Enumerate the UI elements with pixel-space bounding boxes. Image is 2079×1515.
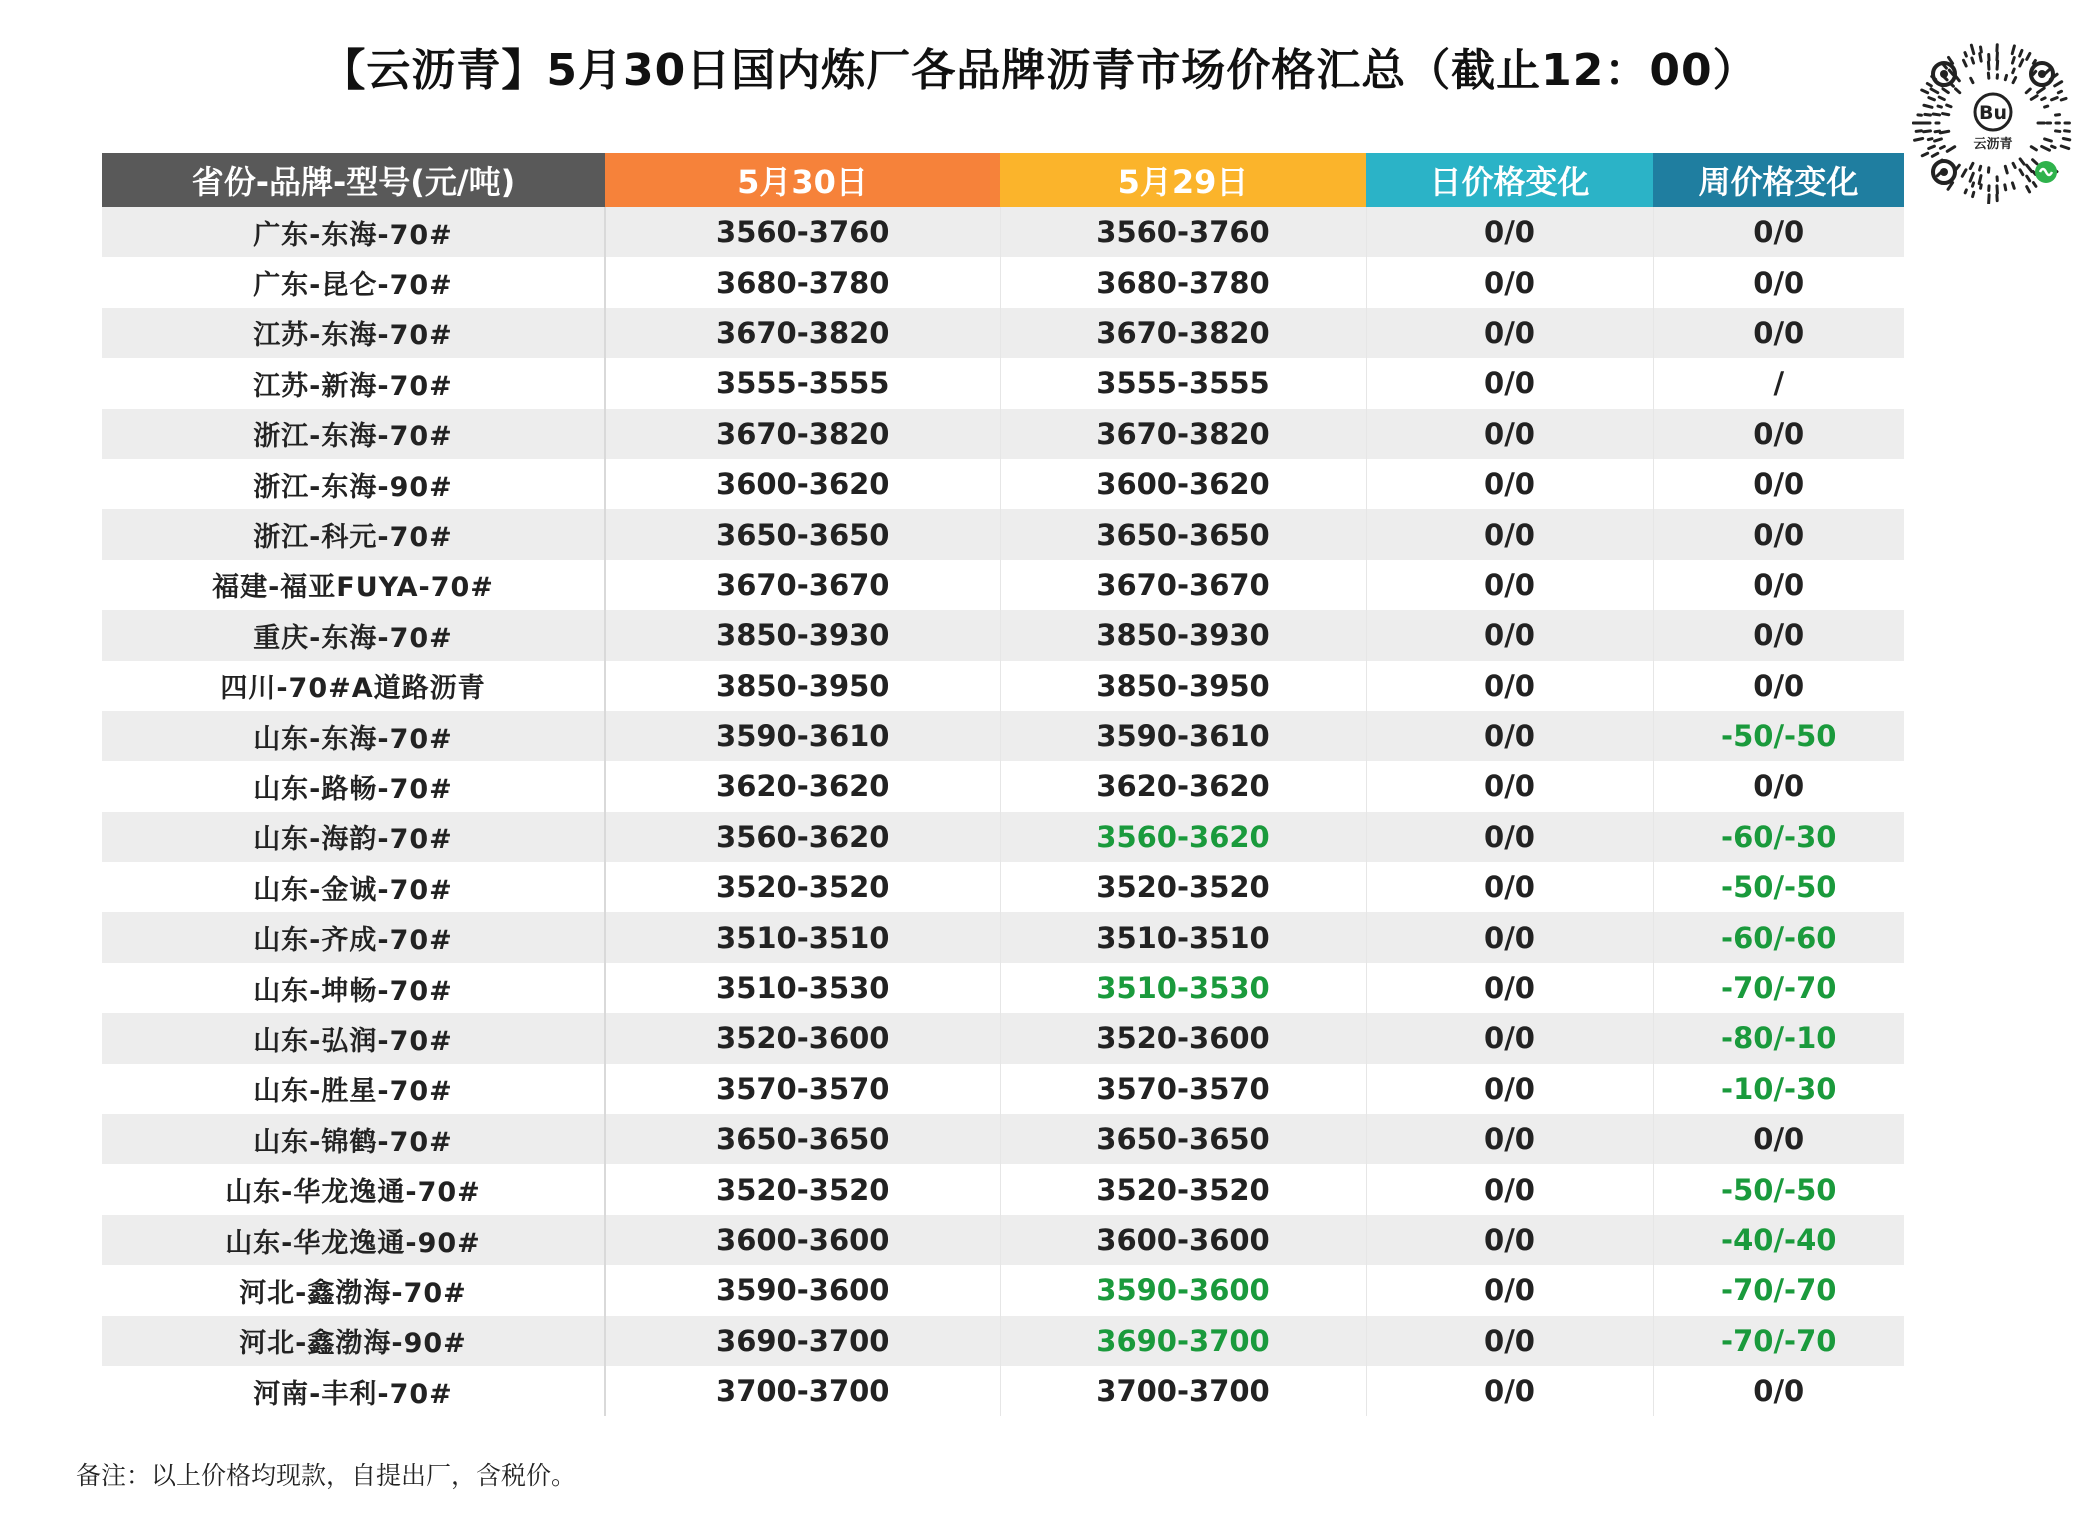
cell-day-change: 0/0 — [1366, 509, 1653, 559]
mini-program-qr-code — [1912, 42, 2074, 204]
cell-may29-price: 3590-3600 — [1000, 1265, 1366, 1315]
cell-may29-price: 3650-3650 — [1000, 509, 1366, 559]
cell-day-change: 0/0 — [1366, 912, 1653, 962]
cell-province-brand-model: 福建-福亚FUYA-70# — [102, 560, 605, 610]
table-row — [102, 1164, 1904, 1214]
cell-week-change: -50/-50 — [1653, 862, 1904, 912]
cell-may29-price: 3600-3620 — [1000, 459, 1366, 509]
cell-may30-price: 3520-3520 — [605, 862, 1000, 912]
cell-may30-price: 3670-3670 — [605, 560, 1000, 610]
cell-province-brand-model: 浙江-科元-70# — [102, 509, 605, 559]
cell-day-change: 0/0 — [1366, 761, 1653, 811]
cell-week-change: 0/0 — [1653, 308, 1904, 358]
cell-province-brand-model: 山东-华龙逸通-70# — [102, 1164, 605, 1214]
cell-week-change: 0/0 — [1653, 1366, 1904, 1416]
header-province-brand-model: 省份-品牌-型号(元/吨) — [102, 153, 605, 207]
cell-day-change: 0/0 — [1366, 1114, 1653, 1164]
table-row — [102, 207, 1904, 257]
cell-province-brand-model: 山东-东海-70# — [102, 711, 605, 761]
cell-day-change: 0/0 — [1366, 1366, 1653, 1416]
cell-may30-price: 3650-3650 — [605, 509, 1000, 559]
cell-week-change: -70/-70 — [1653, 1265, 1904, 1315]
cell-may30-price: 3850-3950 — [605, 661, 1000, 711]
table-row — [102, 308, 1904, 358]
cell-may29-price: 3570-3570 — [1000, 1064, 1366, 1114]
cell-province-brand-model: 广东-东海-70# — [102, 207, 605, 257]
cell-day-change: 0/0 — [1366, 812, 1653, 862]
price-table — [102, 153, 1904, 1416]
cell-may30-price: 3600-3620 — [605, 459, 1000, 509]
cell-may30-price: 3850-3930 — [605, 610, 1000, 660]
cell-may30-price: 3650-3650 — [605, 1114, 1000, 1164]
table-row — [102, 1316, 1904, 1366]
cell-week-change: 0/0 — [1653, 1114, 1904, 1164]
table-row — [102, 358, 1904, 408]
cell-week-change: -70/-70 — [1653, 963, 1904, 1013]
cell-day-change: 0/0 — [1366, 862, 1653, 912]
cell-week-change: -50/-50 — [1653, 711, 1904, 761]
table-row — [102, 560, 1904, 610]
cell-week-change: -80/-10 — [1653, 1013, 1904, 1063]
cell-province-brand-model: 江苏-新海-70# — [102, 358, 605, 408]
table-row — [102, 1366, 1904, 1416]
cell-may29-price: 3520-3600 — [1000, 1013, 1366, 1063]
table-row — [102, 1064, 1904, 1114]
header-may29: 5月29日 — [1000, 153, 1366, 207]
cell-week-change: -40/-40 — [1653, 1215, 1904, 1265]
cell-may29-price: 3850-3930 — [1000, 610, 1366, 660]
cell-week-change: 0/0 — [1653, 560, 1904, 610]
table-row — [102, 1114, 1904, 1164]
table-row — [102, 1215, 1904, 1265]
cell-may30-price: 3680-3780 — [605, 257, 1000, 307]
cell-week-change: 0/0 — [1653, 661, 1904, 711]
cell-may29-price: 3590-3610 — [1000, 711, 1366, 761]
cell-province-brand-model: 山东-坤畅-70# — [102, 963, 605, 1013]
table-row — [102, 1013, 1904, 1063]
cell-day-change: 0/0 — [1366, 257, 1653, 307]
cell-day-change: 0/0 — [1366, 1064, 1653, 1114]
cell-may30-price: 3560-3760 — [605, 207, 1000, 257]
cell-may30-price: 3510-3510 — [605, 912, 1000, 962]
cell-province-brand-model: 河北-鑫渤海-90# — [102, 1316, 605, 1366]
cell-may30-price: 3690-3700 — [605, 1316, 1000, 1366]
cell-may29-price: 3520-3520 — [1000, 1164, 1366, 1214]
cell-day-change: 0/0 — [1366, 560, 1653, 610]
cell-week-change: 0/0 — [1653, 409, 1904, 459]
page-title: 【云沥青】5月30日国内炼厂各品牌沥青市场价格汇总（截止12：00） — [321, 45, 1758, 96]
cell-day-change: 0/0 — [1366, 1265, 1653, 1315]
brand-caption: 云沥青 — [1973, 137, 2013, 152]
cell-day-change: 0/0 — [1366, 358, 1653, 408]
cell-may29-price: 3670-3820 — [1000, 409, 1366, 459]
cell-may30-price: 3670-3820 — [605, 308, 1000, 358]
cell-day-change: 0/0 — [1366, 1164, 1653, 1214]
cell-province-brand-model: 河南-丰利-70# — [102, 1366, 605, 1416]
table-row — [102, 1265, 1904, 1315]
cell-day-change: 0/0 — [1366, 1013, 1653, 1063]
table-row — [102, 409, 1904, 459]
table-header-row — [102, 153, 1904, 207]
cell-may29-price: 3850-3950 — [1000, 661, 1366, 711]
cell-may29-price: 3560-3760 — [1000, 207, 1366, 257]
cell-may29-price: 3555-3555 — [1000, 358, 1366, 408]
cell-may29-price: 3680-3780 — [1000, 257, 1366, 307]
cell-week-change: 0/0 — [1653, 610, 1904, 660]
cell-week-change: -50/-50 — [1653, 1164, 1904, 1214]
cell-may30-price: 3510-3530 — [605, 963, 1000, 1013]
table-row — [102, 509, 1904, 559]
cell-week-change: -10/-30 — [1653, 1064, 1904, 1114]
cell-day-change: 0/0 — [1366, 963, 1653, 1013]
table-row — [102, 459, 1904, 509]
cell-day-change: 0/0 — [1366, 1316, 1653, 1366]
cell-day-change: 0/0 — [1366, 1215, 1653, 1265]
cell-day-change: 0/0 — [1366, 459, 1653, 509]
cell-may29-price: 3560-3620 — [1000, 812, 1366, 862]
brand-logo-text: Bu — [1978, 102, 2008, 124]
table-row — [102, 912, 1904, 962]
footnote: 备注：以上价格均现款，自提出厂，含税价。 — [76, 1461, 577, 1490]
cell-may30-price: 3700-3700 — [605, 1366, 1000, 1416]
cell-week-change: / — [1653, 358, 1904, 408]
cell-day-change: 0/0 — [1366, 308, 1653, 358]
cell-may29-price: 3520-3520 — [1000, 862, 1366, 912]
cell-day-change: 0/0 — [1366, 661, 1653, 711]
cell-province-brand-model: 江苏-东海-70# — [102, 308, 605, 358]
cell-day-change: 0/0 — [1366, 207, 1653, 257]
cell-day-change: 0/0 — [1366, 711, 1653, 761]
header-may30: 5月30日 — [605, 153, 1000, 207]
cell-province-brand-model: 山东-弘润-70# — [102, 1013, 605, 1063]
cell-may30-price: 3560-3620 — [605, 812, 1000, 862]
cell-province-brand-model: 山东-胜星-70# — [102, 1064, 605, 1114]
cell-may29-price: 3650-3650 — [1000, 1114, 1366, 1164]
cell-province-brand-model: 山东-华龙逸通-90# — [102, 1215, 605, 1265]
table-row — [102, 711, 1904, 761]
cell-province-brand-model: 山东-路畅-70# — [102, 761, 605, 811]
cell-week-change: -60/-30 — [1653, 812, 1904, 862]
cell-province-brand-model: 山东-海韵-70# — [102, 812, 605, 862]
cell-week-change: 0/0 — [1653, 257, 1904, 307]
cell-province-brand-model: 浙江-东海-90# — [102, 459, 605, 509]
cell-may29-price: 3690-3700 — [1000, 1316, 1366, 1366]
table-row — [102, 963, 1904, 1013]
cell-may30-price: 3555-3555 — [605, 358, 1000, 408]
cell-may29-price: 3670-3820 — [1000, 308, 1366, 358]
table-row — [102, 610, 1904, 660]
table-row — [102, 862, 1904, 912]
cell-may29-price: 3620-3620 — [1000, 761, 1366, 811]
header-day-change: 日价格变化 — [1366, 153, 1653, 207]
cell-province-brand-model: 河北-鑫渤海-70# — [102, 1265, 605, 1315]
cell-week-change: 0/0 — [1653, 509, 1904, 559]
cell-may30-price: 3620-3620 — [605, 761, 1000, 811]
cell-may29-price: 3510-3530 — [1000, 963, 1366, 1013]
cell-day-change: 0/0 — [1366, 610, 1653, 660]
table-row — [102, 812, 1904, 862]
table-row — [102, 257, 1904, 307]
cell-may30-price: 3600-3600 — [605, 1215, 1000, 1265]
cell-province-brand-model: 重庆-东海-70# — [102, 610, 605, 660]
cell-may30-price: 3590-3600 — [605, 1265, 1000, 1315]
cell-may30-price: 3570-3570 — [605, 1064, 1000, 1114]
cell-week-change: -60/-60 — [1653, 912, 1904, 962]
cell-province-brand-model: 山东-金诚-70# — [102, 862, 605, 912]
header-week-change: 周价格变化 — [1653, 153, 1904, 207]
cell-may30-price: 3520-3520 — [605, 1164, 1000, 1214]
table-row — [102, 661, 1904, 711]
cell-may30-price: 3520-3600 — [605, 1013, 1000, 1063]
cell-may30-price: 3670-3820 — [605, 409, 1000, 459]
cell-may29-price: 3670-3670 — [1000, 560, 1366, 610]
cell-province-brand-model: 广东-昆仑-70# — [102, 257, 605, 307]
cell-week-change: 0/0 — [1653, 207, 1904, 257]
cell-province-brand-model: 浙江-东海-70# — [102, 409, 605, 459]
cell-may29-price: 3700-3700 — [1000, 1366, 1366, 1416]
table-row — [102, 761, 1904, 811]
cell-may30-price: 3590-3610 — [605, 711, 1000, 761]
cell-may29-price: 3510-3510 — [1000, 912, 1366, 962]
cell-week-change: 0/0 — [1653, 459, 1904, 509]
cell-week-change: 0/0 — [1653, 761, 1904, 811]
cell-may29-price: 3600-3600 — [1000, 1215, 1366, 1265]
cell-day-change: 0/0 — [1366, 409, 1653, 459]
cell-week-change: -70/-70 — [1653, 1316, 1904, 1366]
cell-province-brand-model: 山东-齐成-70# — [102, 912, 605, 962]
cell-province-brand-model: 四川-70#A道路沥青 — [102, 661, 605, 711]
cell-province-brand-model: 山东-锦鹤-70# — [102, 1114, 605, 1164]
